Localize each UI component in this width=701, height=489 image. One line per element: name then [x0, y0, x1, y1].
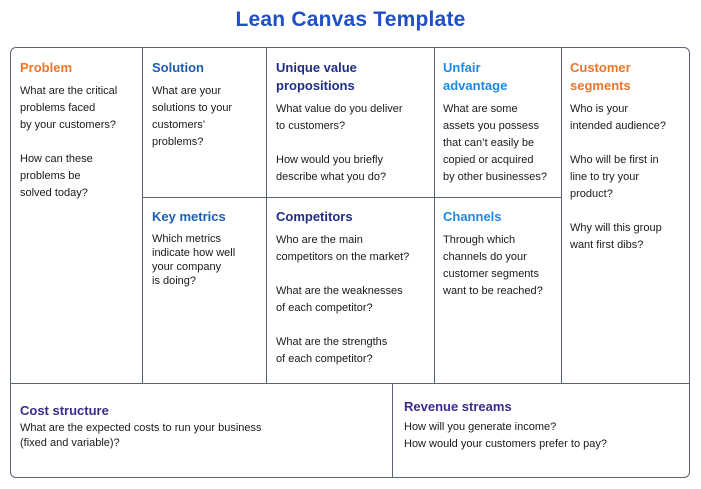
- customer-segments-heading: Customer segments: [570, 60, 631, 93]
- canvas-frame: [10, 47, 690, 478]
- problem-heading: Problem: [20, 60, 73, 75]
- solution-heading: Solution: [152, 60, 204, 75]
- divider: [561, 48, 562, 383]
- key-metrics-section: [152, 208, 264, 288]
- uvp-heading: Unique value propositions: [276, 60, 357, 93]
- revenue-streams-text: How will you generate income? How would your customers prefer to pay?: [404, 421, 607, 450]
- divider: [11, 383, 689, 384]
- cost-structure-section: [20, 402, 388, 451]
- divider: [266, 48, 267, 383]
- channels-heading: Channels: [443, 209, 502, 224]
- competitors-heading: Competitors: [276, 209, 353, 224]
- problem-section: [20, 59, 140, 202]
- page-title: Lean Canvas Template: [235, 8, 466, 31]
- channels-section: [443, 208, 560, 300]
- cost-structure-text: What are the expected costs to run your business (fixed and variable)?: [20, 422, 262, 449]
- solution-section: [152, 59, 264, 151]
- divider: [142, 197, 562, 198]
- divider: [434, 48, 435, 383]
- uvp-text: What value do you deliver to customers? How would you briefly describe what you do?: [276, 103, 403, 183]
- key-metrics-text: Which metrics indicate how well your company is doing?: [152, 233, 236, 287]
- problem-text: What are the critical problems faced by your customers? How can these problems be solved today?: [20, 85, 118, 199]
- competitors-text: Who are the main competitors on the market? What are the weaknesses of each competitor? What are the strengths of each competitor?: [276, 234, 410, 365]
- unfair-advantage-heading: Unfair advantage: [443, 60, 508, 93]
- revenue-streams-section: [404, 398, 686, 453]
- divider: [392, 383, 393, 477]
- cost-structure-heading: Cost structure: [20, 403, 109, 418]
- customer-segments-text: Who is your intended audience? Who will be first in line to try your product? Why will this group want first dibs?: [570, 103, 667, 251]
- channels-text: Through which channels do your customer segments want to be reached?: [443, 234, 543, 297]
- key-metrics-heading: Key metrics: [152, 209, 226, 224]
- unfair-advantage-section: [443, 59, 560, 186]
- divider: [142, 48, 143, 383]
- customer-segments-section: [570, 59, 688, 254]
- unfair-advantage-text: What are some assets you possess that can’t easily be copied or acquired by other businesses?: [443, 103, 547, 183]
- competitors-section: [276, 208, 432, 368]
- uvp-section: [276, 59, 432, 186]
- revenue-streams-heading: Revenue streams: [404, 399, 512, 414]
- solution-text: What are your solutions to your customers’ problems?: [152, 85, 233, 148]
